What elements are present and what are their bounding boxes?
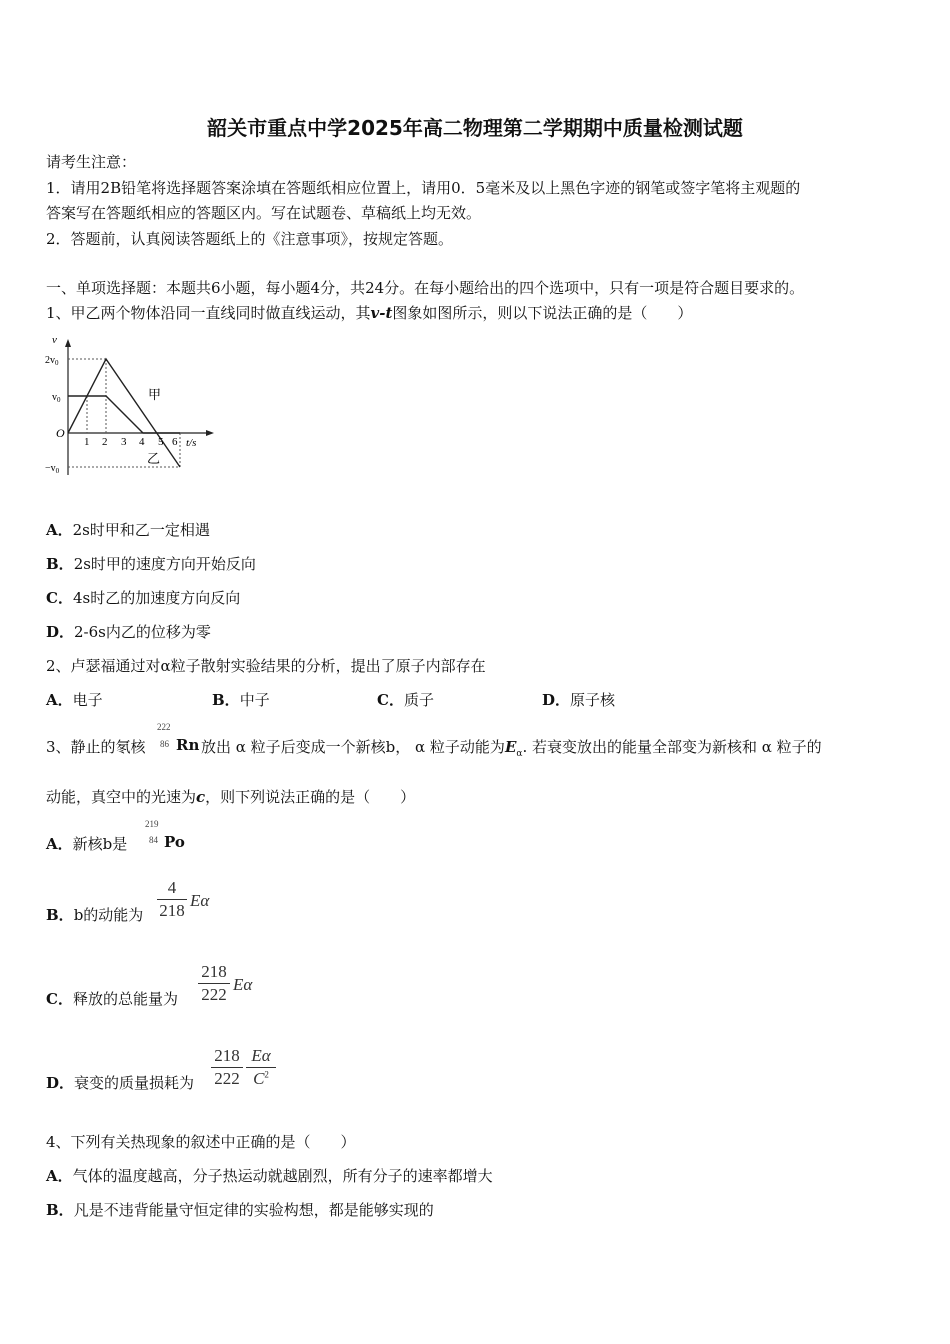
q2-option-d: D．原子核 — [542, 691, 616, 709]
q1-option-d: D．2-6s内乙的位移为零 — [46, 623, 211, 641]
rn-mass-number: 222 — [157, 722, 171, 732]
vt-graph — [40, 335, 220, 485]
q3-option-d-fraction-1: 218 222 — [211, 1046, 243, 1089]
q3-stem-line2: 动能，真空中的光速为c，则下列说法正确的是（ ） — [46, 788, 416, 806]
q3-option-b-fraction: 4 218 — [157, 878, 187, 921]
x-tick-6: 6 — [172, 436, 178, 448]
x-tick-2: 2 — [102, 436, 108, 448]
rn-symbol: Rn — [176, 736, 200, 754]
notice-line-1b: 答案写在答题纸相应的答题区内。写在试题卷、草稿纸上均无效。 — [46, 204, 482, 222]
x-tick-5: 5 — [158, 436, 164, 448]
q1-option-a: A．2s时甲和乙一定相遇 — [46, 521, 210, 539]
rn-atomic-number: 86 — [160, 739, 169, 749]
t-axis-arrow — [206, 430, 214, 436]
q3-option-c-ealpha: Eα — [233, 975, 253, 994]
x-tick-4: 4 — [139, 436, 145, 448]
q2-option-b: B．中子 — [212, 691, 270, 709]
q3-option-a: A．新核b是 — [46, 835, 128, 853]
notice-heading: 请考生注意： — [46, 153, 137, 171]
question-2-stem: 2、卢瑟福通过对α粒子散射实验结果的分析，提出了原子内部存在 — [46, 657, 486, 675]
q3-stem-line1: 放出 α 粒子后变成一个新核b， α 粒子动能为$E_\alpha$. 若衰变放出的能量全部变为新核和 α 粒子的 — [201, 738, 822, 759]
label-jia: 甲 — [148, 387, 162, 402]
question-1-stem — [46, 302, 692, 323]
notice-line-2: 2．答题前，认真阅读答题纸上的《注意事项》，按规定答题。 — [46, 230, 454, 248]
q4-option-a: A．气体的温度越高，分子热运动就越剧烈，所有分子的速率都增大 — [46, 1167, 493, 1185]
section-heading: 一、单项选择题：本题共6小题，每小题4分，共24分。在每小题给出的四个选项中，只有一项是符合题目要求的。 — [46, 279, 805, 297]
q3-option-c: C．释放的总能量为 — [46, 990, 178, 1008]
q2-option-c: C．质子 — [377, 691, 434, 709]
q3-option-d: D．衰变的质量损耗为 — [46, 1074, 195, 1092]
q3-option-c-fraction: 218 222 — [198, 962, 230, 1005]
q1-stem-part-b: 图象如图所示，则以下说法正确的是（ ） — [392, 304, 693, 322]
y-label-neg-v0: $-v_0$ — [45, 463, 60, 475]
po-atomic-number: 84 — [149, 835, 158, 845]
x-tick-3: 3 — [121, 436, 127, 448]
q3-stem-a: 3、静止的氡核 — [46, 738, 146, 756]
page-title: 韶关市重点中学2025年高二物理第二学期期中质量检测试题 — [207, 116, 743, 140]
q1-vt-var: v-t — [370, 304, 393, 322]
q3-option-d-fraction-2: Eα $C^2$ — [246, 1046, 276, 1089]
q1-stem-part-a: 1、甲乙两个物体沿同一直线同时做直线运动，其 — [46, 304, 371, 322]
question-4-stem: 4、下列有关热现象的叙述中正确的是（ ） — [46, 1133, 356, 1151]
y-label-v0: $v_0$ — [52, 392, 61, 404]
q3-option-b-ealpha: Eα — [190, 891, 210, 910]
po-symbol: Po — [164, 833, 185, 851]
x-tick-1: 1 — [84, 436, 90, 448]
v-axis-arrow — [65, 339, 71, 347]
y-label-2v0: $2v_0$ — [45, 355, 59, 367]
label-yi: 乙 — [147, 451, 161, 466]
line-jia — [68, 359, 180, 467]
q1-option-b: B．2s时甲的速度方向开始反向 — [46, 555, 256, 573]
q3-option-b: B．b的动能为 — [46, 906, 144, 924]
origin-label: O — [56, 426, 65, 440]
q1-option-c: C．4s时乙的加速度方向反向 — [46, 589, 241, 607]
notice-line-1a: 1．请用2B铅笔将选择题答案涂填在答题纸相应位置上，请用0．5毫米及以上黑色字迹的钢笔或签字笔将主观题的 — [46, 179, 801, 197]
po-mass-number: 219 — [145, 819, 159, 829]
v-axis-label: v — [52, 335, 57, 346]
x-axis-label: t/s — [186, 437, 197, 449]
q2-option-a: A．电子 — [46, 691, 103, 709]
q4-option-b: B．凡是不违背能量守恒定律的实验构想，都是能够实现的 — [46, 1201, 434, 1219]
